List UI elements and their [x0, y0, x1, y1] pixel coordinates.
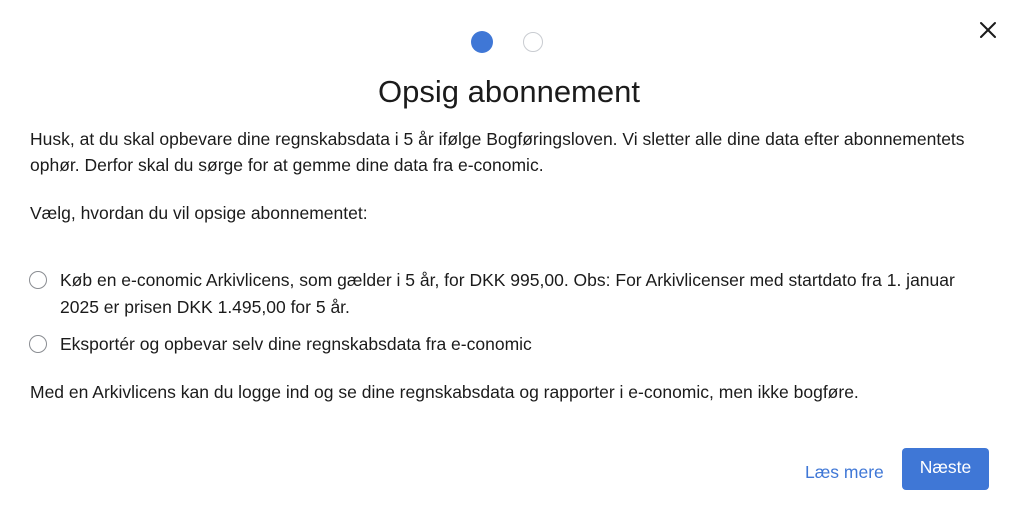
step-dot-next — [523, 32, 543, 52]
option-archive-license[interactable] — [29, 267, 989, 321]
dialog-title: Opsig abonnement — [378, 74, 640, 109]
next-button[interactable]: Næste — [902, 448, 989, 490]
option-export-data[interactable] — [29, 331, 989, 358]
step-indicator — [471, 30, 543, 54]
intro-text: Husk, at du skal opbevare dine regnskabsdata i 5 år ifølge Bogføringsloven. Vi sletter alle dine data efter abonnementets ophør. Derfor skal du sørge for at gemme dine data fra e-conomic. — [30, 129, 965, 175]
option-export-data-label: Eksportér og opbevar selv dine regnskabsdata fra e-conomic — [60, 334, 532, 354]
prompt-text: Vælg, hvordan du vil opsige abonnementet: — [30, 203, 368, 223]
radio-export-data[interactable] — [29, 335, 47, 353]
footnote-text: Med en Arkivlicens kan du logge ind og se dine regnskabsdata og rapporter i e-conomic, men ikke bogføre. — [30, 382, 859, 402]
radio-archive-license[interactable] — [29, 271, 47, 289]
close-button[interactable] — [976, 18, 1000, 42]
option-archive-license-label: Køb en e-conomic Arkivlicens, som gælder i 5 år, for DKK 995,00. Obs: For Arkivlicenser med startdato fra 1. januar 2025 er prisen DKK 1.495,00 for 5 år. — [60, 270, 955, 317]
read-more-link[interactable]: Læs mere — [805, 462, 884, 482]
close-icon — [979, 21, 997, 39]
step-dot-current — [471, 31, 493, 53]
